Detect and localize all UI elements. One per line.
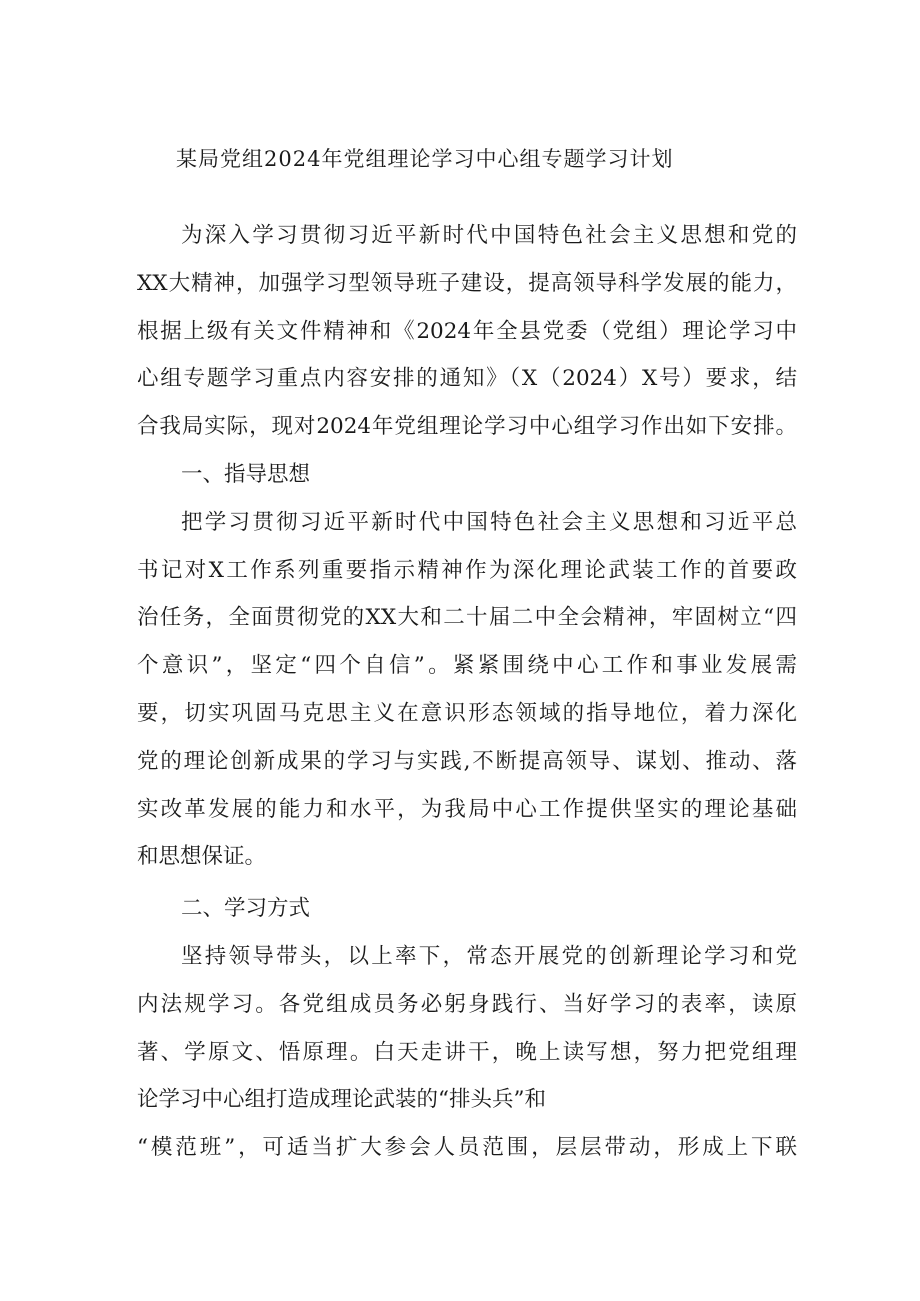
study-method-paragraph [137, 933, 797, 1172]
text-line: 治任务，全面贯彻党的XX大和二十届二中全会精神，牢固树立“四 [137, 605, 797, 631]
text-line: 心组专题学习重点内容安排的通知》（X（2024）X号）要求，结 [137, 366, 797, 392]
text-line: 内法规学习。各党组成员务必躬身践行、当好学习的表率，读原 [137, 991, 797, 1017]
text-line: “模范班”，可适当扩大参会人员范围，层层带动，形成上下联 [137, 1135, 797, 1161]
text-line: 著、学原文、悟原理。白天走讲干，晚上读写想，努力把党组理 [137, 1039, 797, 1065]
text-line: 论学习中心组打造成理论武装的“排头兵”和 [137, 1087, 546, 1113]
text-line: 合我局实际，现对2024年党组理论学习中心组学习作出如下安排。 [137, 414, 797, 440]
document-title: 某局党组2024年党组理论学习中心组专题学习计划 [176, 147, 674, 171]
text-line: 要，切实巩固马克思主义在意识形态领域的指导地位，着力深化 [137, 700, 797, 726]
document-body [137, 212, 797, 1172]
section-heading-guiding-thought: 一、指导思想 [181, 461, 311, 487]
text-line: 党的理论创新成果的学习与实践,不断提高领导、谋划、推动、落 [137, 748, 797, 774]
text-line: 书记对X工作系列重要指示精神作为深化理论武装工作的首要政 [137, 557, 797, 583]
guiding-thought-paragraph [137, 499, 797, 881]
intro-paragraph [137, 212, 797, 451]
text-line: XX大精神，加强学习型领导班子建设，提高领导科学发展的能力， [137, 270, 797, 296]
text-line: 个意识”，坚定“四个自信”。紧紧围绕中心工作和事业发展需 [137, 653, 797, 679]
text-line: 实改革发展的能力和水平，为我局中心工作提供坚实的理论基础 [137, 796, 797, 822]
text-line: 坚持领导带头，以上率下，常态开展党的创新理论学习和党 [181, 943, 797, 969]
text-line: 和思想保证。 [137, 844, 267, 870]
text-line: 为深入学习贯彻习近平新时代中国特色社会主义思想和党的 [181, 223, 797, 248]
text-line: 把学习贯彻习近平新时代中国特色社会主义思想和习近平总 [181, 509, 797, 535]
section-heading-study-method: 二、学习方式 [181, 896, 311, 922]
text-line: 根据上级有关文件精神和《2024年全县党委（党组）理论学习中 [137, 318, 797, 344]
